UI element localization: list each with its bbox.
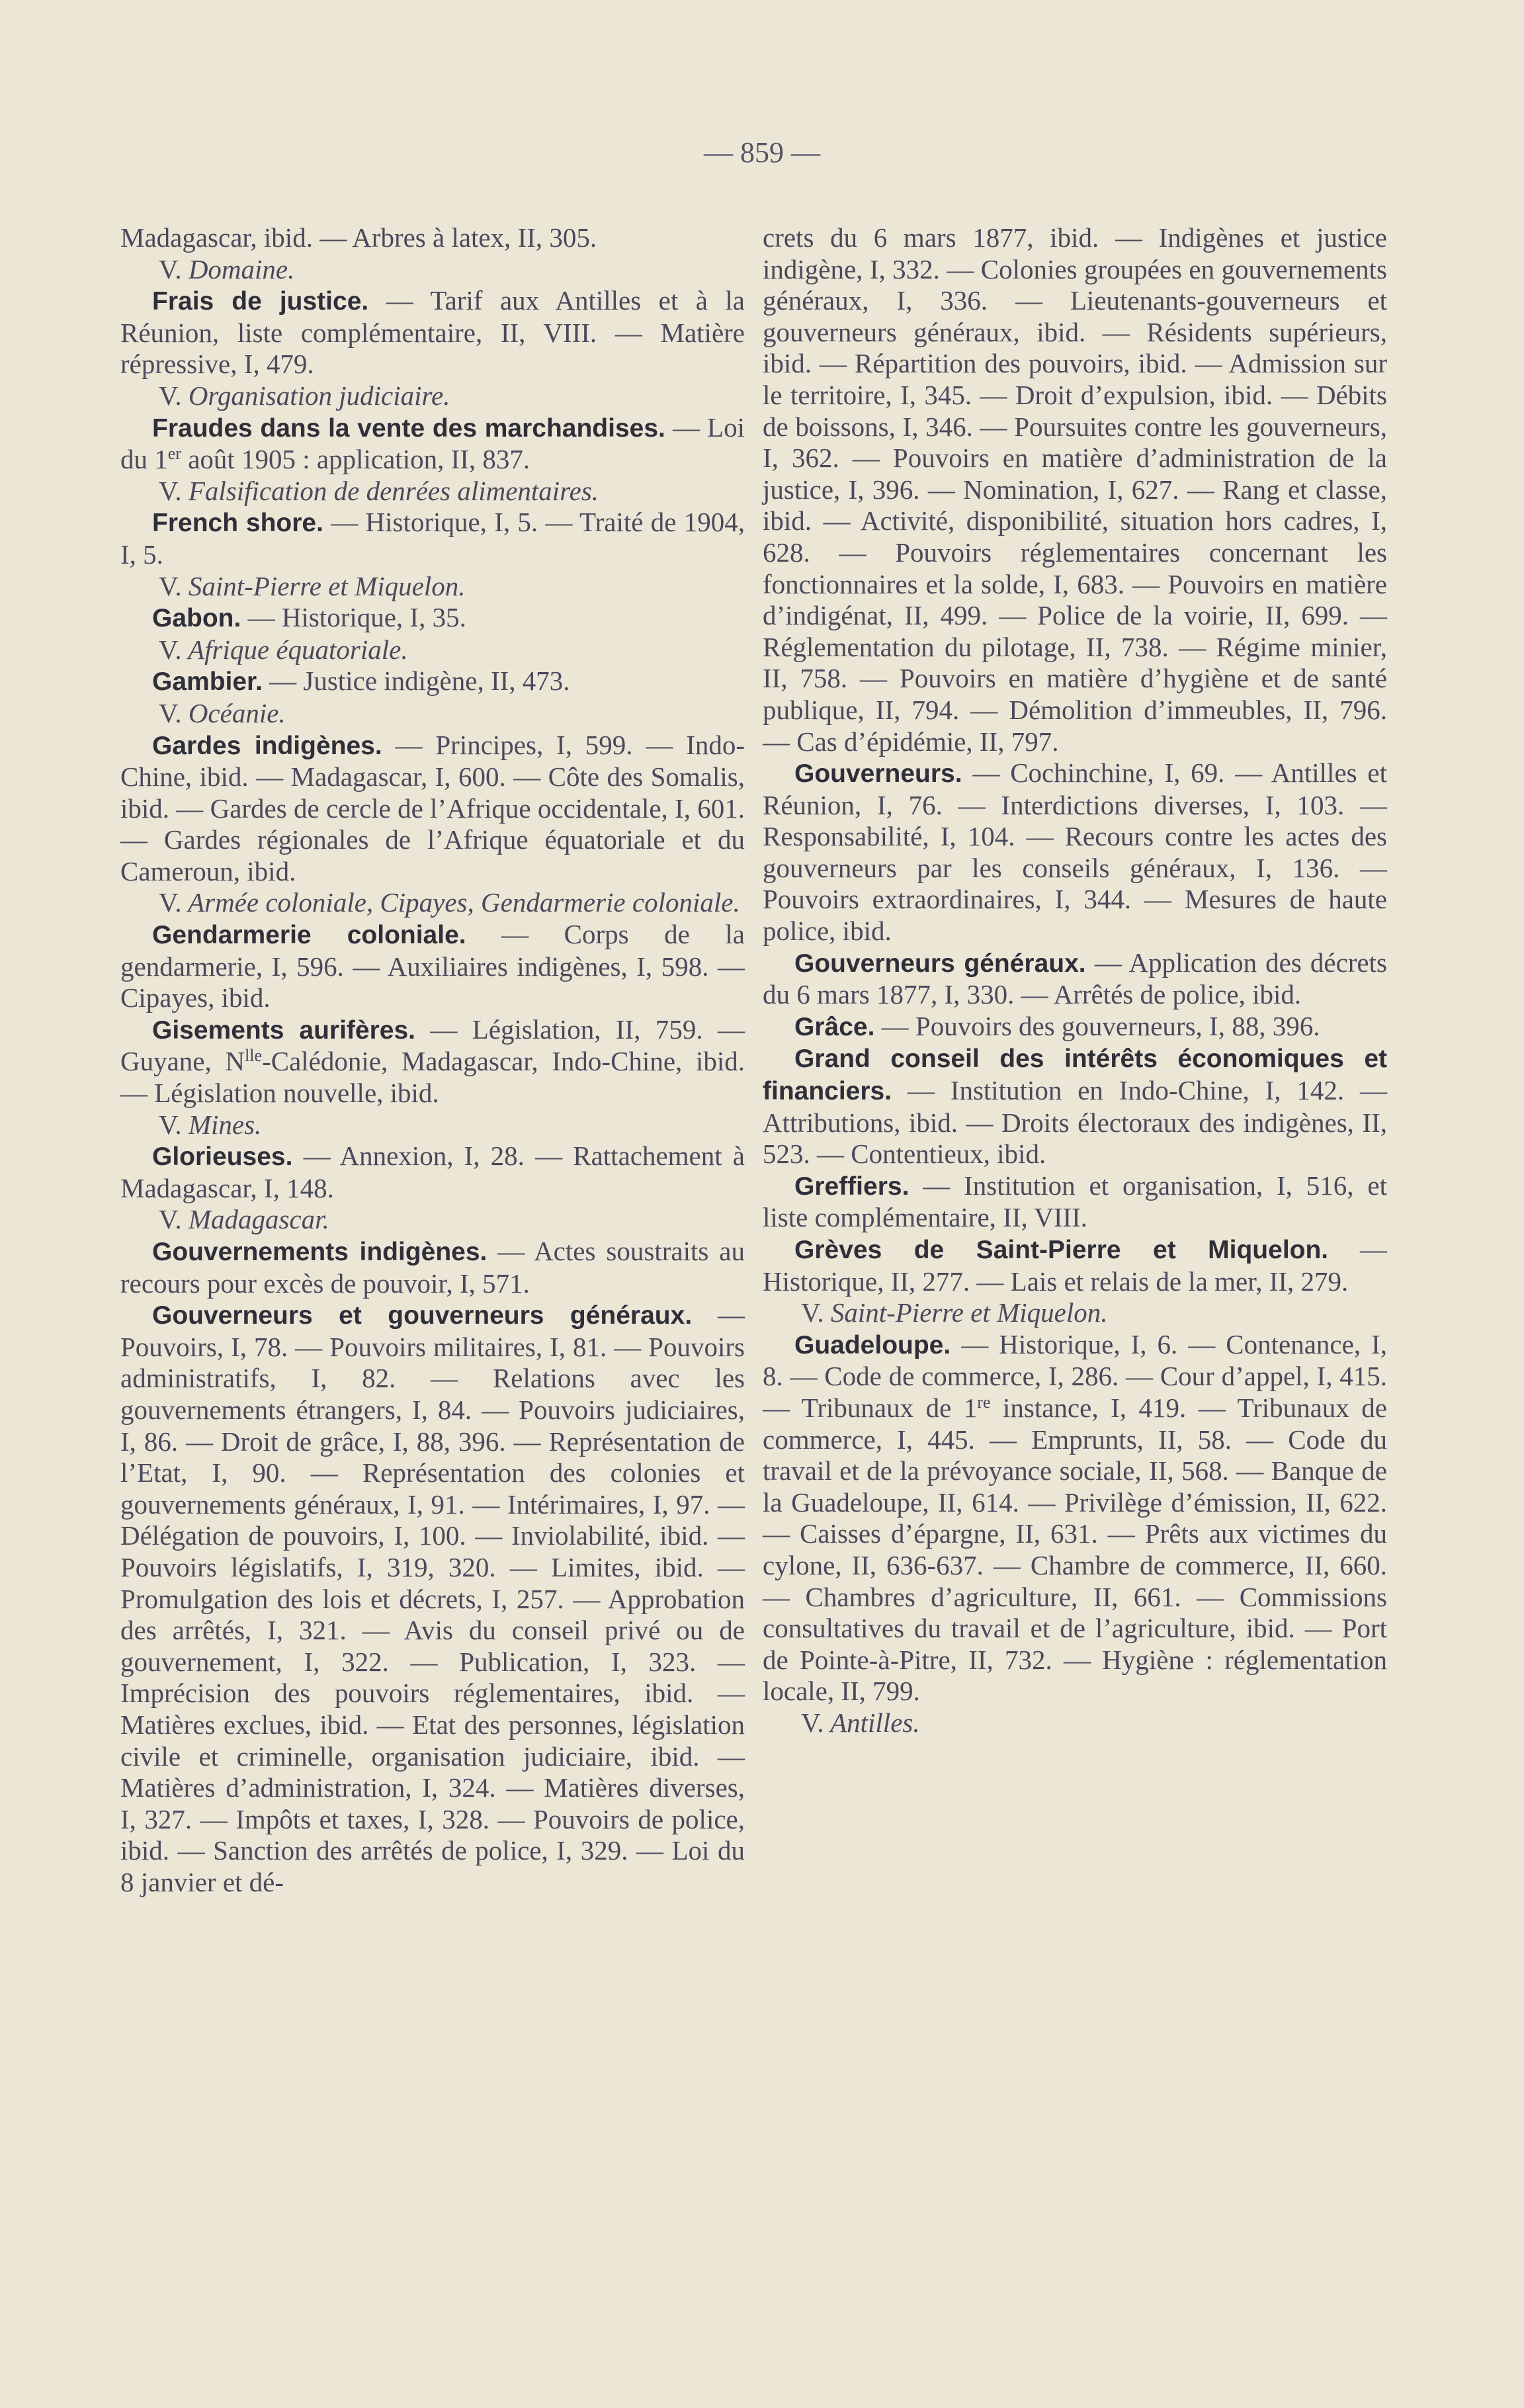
see-also-reference	[120, 476, 745, 507]
see-also-reference	[120, 571, 745, 603]
see-also-reference	[120, 698, 745, 730]
see-also-marker: V.	[159, 1204, 182, 1235]
entry-text: — Législation, II, 759. — Guyane, N	[120, 1013, 745, 1077]
entry-superscript: er	[167, 444, 181, 464]
entry-text: — Pouvoirs, I, 78. — Pouvoirs militaires, I, 81. — Pouvoirs administratifs, I, 82. — Relations avec les gouvernements étrangers, I, 84. — Pouvoirs judiciaires, I, 86. — Droit de grâce, I, 88, 396. — Représentation de l’Etat, I, 90. — Représentation des colonies et gouvernements généraux, I, 91. — Intérimaires, I, 97. — Délégation de pouvoirs, I, 100. — Inviolabilité, ibid. — Pouvoirs législatifs, I, 319, 320. — Limites, ibid. — Promulgation des lois et décrets, I, 257. — Approbation des arrêtés, I, 321. — Avis du conseil privé ou de gouvernement, I, 322. — Publication, I, 323. — Imprécision des pouvoirs réglementaires, ibid. — Matières exclues, ibid. — Etat des personnes, législation civile et criminelle, organisation judiciaire, ibid. — Matières d’administration, I, 324. — Matières diverses, I, 327. — Impôts et taxes, I, 328. — Pouvoirs de police, ibid. — Sanction des arrêtés de police, I, 329. — Loi du 8 janvier et dé-	[120, 1299, 745, 1897]
see-also-marker: V.	[159, 253, 182, 284]
entry-headword: Gardes indigènes.	[152, 731, 382, 760]
entry-headword: Gouverneurs généraux.	[794, 949, 1086, 978]
see-also-marker: V.	[159, 1109, 182, 1140]
entry-text: — Pouvoirs des gouverneurs, I, 88, 396.	[874, 1010, 1320, 1041]
entry-headword: Greffiers.	[794, 1172, 910, 1201]
entry-text: — Tarif aux Antilles et à la Réunion, liste complémentaire, II, VIII. — Matière répressive, I, 479.	[120, 285, 745, 380]
entry-text: — Institution en Indo-Chine, I, 142. — Attributions, ibid. — Droits électoraux des indigènes, II, 523. — Contentieux, ibid.	[763, 1075, 1387, 1170]
index-entry	[763, 1043, 1387, 1170]
entry-text: — Historique, I, 5. — Traité de 1904, I, 5.	[120, 507, 745, 570]
index-entry	[763, 757, 1387, 947]
see-also-target: Antilles.	[830, 1707, 920, 1738]
entry-text: — Institution et organisation, I, 516, et liste complémentaire, II, VIII.	[763, 1170, 1387, 1233]
see-also-target: Organisation judiciaire.	[188, 380, 450, 411]
entry-headword: Grèves de Saint-Pierre et Miquelon.	[794, 1236, 1329, 1264]
index-entry	[120, 666, 745, 698]
see-also-target: Océanie.	[188, 697, 286, 728]
entry-text: instance, I, 419. — Tribunaux de commerce, I, 445. — Emprunts, II, 58. — Code du travail et de la prévoyance sociale, II, 568. — Banque de la Guadeloupe, II, 614. — Privilège d’émission, II, 622. — Caisses d’épargne, II, 631. — Prêts aux victimes du cylone, II, 636-637. — Chambre de commerce, II, 660. — Chambres d’agriculture, II, 661. — Commissions consultatives du travail et de l’agriculture, ibid. — Port de Pointe-à-Pitre, II, 732. — Hygiène : réglementation locale, II, 799.	[763, 1392, 1387, 1707]
entry-superscript: re	[977, 1392, 991, 1412]
index-entry	[763, 1170, 1387, 1234]
see-also-target: Domaine.	[188, 253, 295, 284]
see-also-target: Saint-Pierre et Miquelon.	[188, 570, 466, 601]
page-number: — 859 —	[704, 136, 820, 169]
see-also-marker: V.	[159, 570, 182, 601]
entry-text: -Calédonie, Madagascar, Indo-Chine, ibid. — Législation nouvelle, ibid.	[120, 1046, 745, 1109]
entry-text: — Actes soustraits au recours pour excès de pouvoir, I, 571.	[120, 1236, 745, 1299]
index-entry	[120, 602, 745, 634]
see-also-marker: V.	[159, 634, 182, 665]
entry-headword: Gendarmerie coloniale.	[152, 921, 466, 950]
entry-headword: Gisements aurifères.	[152, 1015, 415, 1045]
see-also-marker: V.	[159, 380, 182, 411]
entry-headword: Gambier.	[152, 667, 263, 697]
entry-text: Madagascar, ibid. — Arbres à latex, II, 305.	[120, 222, 597, 253]
see-also-target: Mines.	[188, 1109, 262, 1140]
entry-text: — Historique, II, 277. — Lais et relais de la mer, II, 279.	[763, 1234, 1387, 1297]
entry-headword: Glorieuses.	[152, 1142, 293, 1172]
entry-text: — Application des décrets du 6 mars 1877, I, 330. — Arrêtés de police, ibid.	[763, 947, 1387, 1010]
see-also-marker: V.	[801, 1707, 824, 1738]
entry-text: — Annexion, I, 28. — Rattachement à Madagascar, I, 148.	[120, 1140, 745, 1203]
index-entry	[120, 222, 745, 254]
see-also-target: Falsification de denrées alimentaires.	[188, 475, 599, 506]
see-also-marker: V.	[159, 697, 182, 728]
entry-headword: Grand conseil des intérêts économiques et financiers.	[763, 1045, 1387, 1106]
see-also-marker: V.	[159, 475, 182, 506]
see-also-reference	[763, 1297, 1387, 1329]
index-entry	[120, 507, 745, 570]
entry-headword: Gouvernements indigènes.	[152, 1238, 487, 1266]
entry-headword: Gouverneurs et gouverneurs généraux.	[152, 1301, 693, 1330]
entry-text: août 1905 : application, II, 837.	[181, 444, 530, 475]
entry-text: — Justice indigène, II, 473.	[262, 666, 570, 697]
see-also-reference	[120, 1204, 745, 1236]
index-entry	[120, 730, 745, 888]
entry-headword: French shore.	[152, 509, 323, 538]
see-also-reference	[120, 254, 745, 286]
see-also-target: Armée coloniale, Cipayes, Gendarmerie coloniale.	[188, 887, 740, 918]
entry-headword: Gabon.	[152, 604, 241, 633]
entry-text: — Principes, I, 599. — Indo-Chine, ibid. — Madagascar, I, 600. — Côte des Somalis, ibid. — Gardes de cercle de l’Afrique occidentale, I, 601. — Gardes régionales de l’Afrique équatoriale et du Cameroun, ibid.	[120, 729, 745, 886]
see-also-target: Madagascar.	[188, 1204, 329, 1235]
see-also-reference	[120, 380, 745, 412]
entry-headword: Guadeloupe.	[794, 1330, 951, 1359]
entry-text: — Historique, I, 6. — Contenance, I, 8. — Code de commerce, I, 286. — Cour d’appel, I, 415. — Tribunaux de 1	[763, 1328, 1387, 1423]
entry-superscript: lle	[245, 1046, 263, 1066]
entry-headword: Grâce.	[794, 1012, 875, 1041]
entry-text: crets du 6 mars 1877, ibid. — Indigènes et justice indigène, I, 332. — Colonies groupées en gouvernements généraux, I, 336. — Lieutenants-gouverneurs et gouverneurs généraux, ibid. — Résidents supérieurs, ibid. — Répartition des pouvoirs, ibid. — Admission sur le territoire, I, 345. — Droit d’expulsion, ibid. — Débits de boissons, I, 346. — Poursuites contre les gouverneurs, I, 362. — Pouvoirs en matière d’administration de la justice, I, 396. — Nomination, I, 627. — Rang et classe, ibid. — Activité, disponibilité, situation hors cadres, I, 628. — Pouvoirs réglementaires concernant les fonctionnaires et la solde, I, 683. — Pouvoirs en matière d’indigénat, II, 499. — Police de la voirie, II, 699. — Réglementation du pilotage, II, 738. — Régime minier, II, 758. — Pouvoirs en matière d’hygiène et de santé publique, II, 794. — Démolition d’immeubles, II, 796. — Cas d’épidémie, II, 797.	[763, 222, 1387, 757]
index-entry	[763, 1234, 1387, 1297]
entry-text: — Cochinchine, I, 69. — Antilles et Réunion, I, 76. — Interdictions diverses, I, 103. — Responsabilité, I, 104. — Recours contre les actes des gouverneurs par les conseils généraux, I, 136. — Pouvoirs extraordinaires, I, 344. — Mesures de haute police, ibid.	[763, 757, 1387, 947]
see-also-reference	[120, 1109, 745, 1141]
see-also-reference	[763, 1707, 1387, 1739]
entry-text: — Corps de la gendarmerie, I, 596. — Auxiliaires indigènes, I, 598. — Cipayes, ibid.	[120, 919, 745, 1013]
index-entry	[763, 947, 1387, 1011]
index-entry	[763, 222, 1387, 757]
entry-text: — Loi du 1	[120, 411, 745, 475]
see-also-marker: V.	[801, 1297, 824, 1328]
index-entry	[120, 1140, 745, 1204]
see-also-reference	[120, 634, 745, 666]
index-entry	[120, 1299, 745, 1898]
index-entry	[120, 1236, 745, 1299]
entry-headword: Fraudes dans la vente des marchandises.	[152, 413, 665, 443]
index-column-left	[120, 222, 745, 1898]
see-also-target: Saint-Pierre et Miquelon.	[830, 1297, 1108, 1328]
index-entry	[120, 1014, 745, 1109]
see-also-reference	[120, 887, 745, 919]
index-column-right	[763, 222, 1387, 1739]
index-entry	[120, 285, 745, 380]
see-also-target: Afrique équatoriale.	[188, 634, 408, 665]
index-entry	[763, 1329, 1387, 1707]
index-entry	[120, 412, 745, 476]
entry-text: — Historique, I, 35.	[241, 602, 466, 633]
index-entry	[763, 1011, 1387, 1043]
see-also-marker: V.	[159, 887, 182, 918]
entry-headword: Frais de justice.	[152, 287, 369, 316]
entry-headword: Gouverneurs.	[794, 759, 962, 789]
index-entry	[120, 919, 745, 1014]
